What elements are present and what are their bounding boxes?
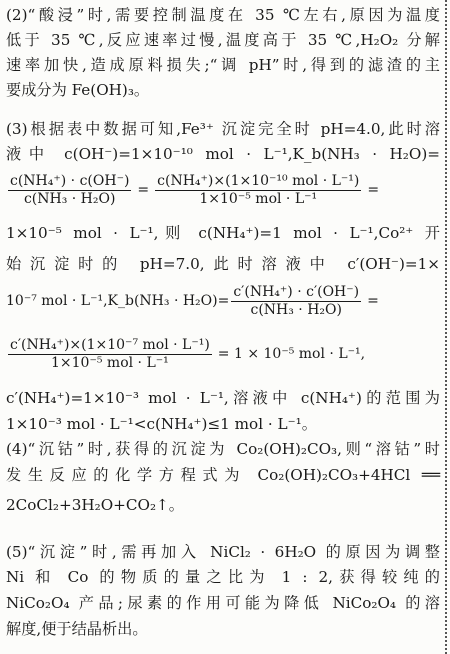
fraction-denominator: c(NH₃ · H₂O) (23, 190, 116, 207)
formula-line (6, 281, 440, 321)
equals-sign: = (137, 182, 150, 198)
dotted-margin-rule (445, 0, 447, 654)
text-line: NiCo₂O₄ 产品;尿素的作用可能为降低 NiCo₂O₄ 的溶 (6, 594, 440, 612)
text-line: 解度,便于结晶析出。 (6, 620, 148, 638)
fraction-numerator: c′(NH₄⁺)×(1×10⁻⁷ mol · L⁻¹) (10, 336, 210, 353)
fraction-numerator: c′(NH₄⁺) · c′(OH⁻) (233, 283, 360, 300)
text-line: 速率加快,造成原料损失;“调 pH”时,得到的滤渣的主 (6, 56, 440, 74)
text-line: (2)“酸浸”时,需要控制温度在 35 ℃左右,原因为温度 (6, 6, 440, 24)
fraction (155, 173, 361, 208)
text-line: Ni 和 Co 的物质的量之比为 1 : 2,获得较纯的 (6, 568, 440, 586)
formula-result: = 1 × 10⁻⁵ mol · L⁻¹, (217, 346, 366, 362)
text-line: (5)“沉淀”时,需再加入 NiCl₂ · 6H₂O 的原因为调整 (6, 543, 440, 561)
equals-sign: = (367, 293, 379, 309)
fraction (231, 284, 361, 319)
text-line: c′(NH₄⁺)=1×10⁻³ mol · L⁻¹,溶液中 c(NH₄⁺)的范围为 (6, 389, 440, 407)
text-line: 始沉淀时的 pH=7.0,此时溶液中 c′(OH⁻)=1× (6, 255, 440, 273)
text-line: 发生反应的化学方程式为 Co₂(OH)₂CO₃+4HCl ══ (6, 466, 440, 484)
fraction (8, 337, 212, 372)
formula-line (6, 334, 440, 374)
text-line: 低于 35 ℃,反应速率过慢,温度高于 35 ℃,H₂O₂ 分解 (6, 31, 440, 49)
text-line: 1×10⁻³ mol · L⁻¹<c(NH₄⁺)≤1 mol · L⁻¹。 (6, 415, 317, 433)
text-line: (4)“沉钴”时,获得的沉淀为 Co₂(OH)₂CO₃,则“溶钴”时 (6, 440, 440, 458)
fraction-denominator: c(NH₃ · H₂O) (250, 301, 342, 318)
text-line: 要成分为 Fe(OH)₃。 (6, 81, 150, 99)
fraction-denominator: 1×10⁻⁵ mol · L⁻¹ (199, 190, 318, 207)
fraction (8, 173, 131, 208)
equals-sign: = (367, 182, 380, 198)
text-line: 液中 c(OH⁻)=1×10⁻¹⁰ mol · L⁻¹,K_b(NH₃ · H₂O)= (6, 145, 440, 163)
formula-line (6, 170, 440, 210)
text-line: (3)根据表中数据可知,Fe³⁺ 沉淀完全时 pH=4.0,此时溶 (6, 120, 440, 138)
text-line: 1×10⁻⁵ mol · L⁻¹,则 c(NH₄⁺)=1 mol · L⁻¹,Co²⁺ 开 (6, 224, 440, 242)
fraction-numerator: c(NH₄⁺) · c(OH⁻) (10, 172, 130, 189)
text-line: 2CoCl₂+3H₂O+CO₂↑。 (6, 496, 184, 514)
fraction-denominator: 1×10⁻⁵ mol · L⁻¹ (51, 354, 169, 371)
fraction-numerator: c(NH₄⁺)×(1×10⁻¹⁰ mol · L⁻¹) (157, 172, 360, 189)
formula-lead-text: 10⁻⁷ mol · L⁻¹,K_b(NH₃ · H₂O)= (6, 293, 230, 309)
